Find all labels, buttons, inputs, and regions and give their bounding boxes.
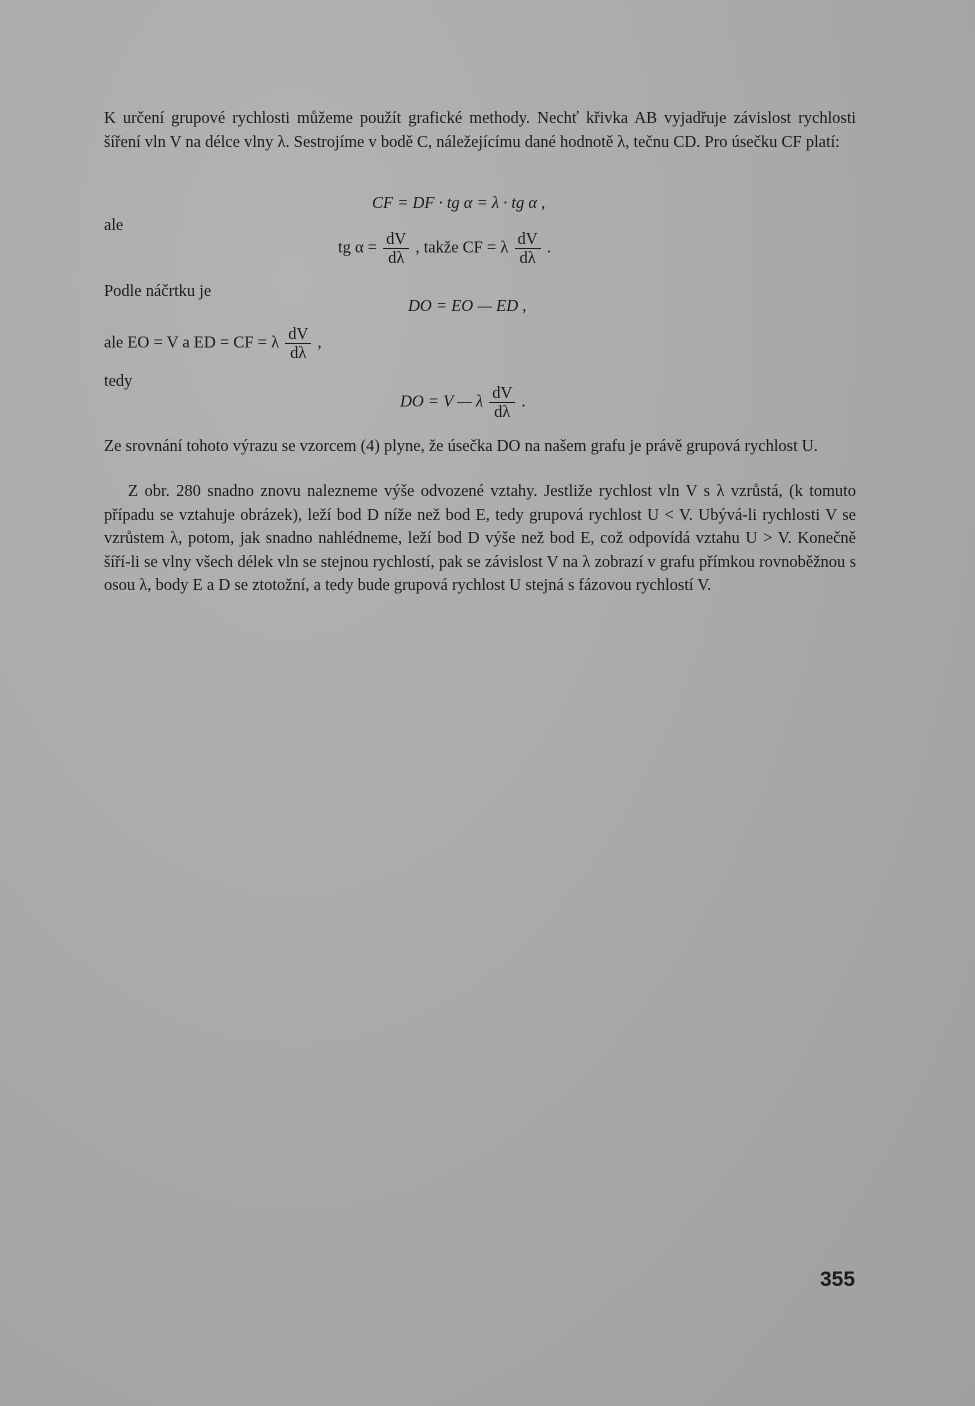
fraction-dv-dlambda: [383, 230, 409, 267]
fraction-numerator: dV: [285, 325, 311, 344]
equation-tg-middle: , takže CF = λ: [415, 237, 509, 257]
equation-tg-end: .: [546, 237, 551, 257]
fraction-denominator: dλ: [290, 343, 307, 362]
label-tedy: tedy: [104, 371, 133, 390]
equation-do-final-lhs: DO = V — λ: [400, 391, 484, 411]
fraction-dv-dlambda-4: [489, 384, 515, 421]
label-ale: ale: [104, 215, 124, 234]
equation-cf-text: CF = DF · tg α = λ · tg α ,: [372, 193, 546, 212]
line-ale-eo-end: ,: [317, 332, 322, 352]
line-ale-eo: [104, 325, 322, 362]
label-podle-nacrtku: Podle náčrtku je: [104, 281, 212, 300]
fraction-numerator: dV: [383, 230, 409, 249]
equation-tg-lhs: tg α =: [338, 237, 378, 257]
equation-tg: [338, 230, 551, 267]
equation-do-final-end: .: [521, 391, 526, 411]
equation-do-final: [400, 384, 526, 421]
intro-paragraph: K určení grupové rychlosti můžeme použít grafické methody. Nechť křivka AB vyjadřuje závislost rychlosti šíření vln V na délce vlny λ. Sestrojíme v bodě C, náležejícímu dané hodnotě λ, tečnu CD. Pro úsečku CF platí:: [104, 108, 856, 151]
fraction-numerator: dV: [489, 384, 515, 403]
equation-cf: [372, 193, 545, 213]
fraction-denominator: dλ: [494, 402, 511, 421]
paragraph-figure: Z obr. 280 snadno znovu nalezneme výše odvozené vztahy. Jestliže rychlost vln V s λ vzrůstá, (k tomuto případu se vztahuje obrázek), leží bod D níže než bod E, tedy grupová rychlost U < V. Ubývá-li rychlosti V se vzrůstem λ, potom, jak snadno nahlédneme, leží bod D výše než bod E, což odpovídá vztahu U > V. Konečně šíří-li se vlny všech délek vln se stejnou rychlostí, pak se závislost V na λ zobrazí v grafu přímkou rovnoběžnou s osou λ, body E a D se ztotožní, a tedy bude grupová rychlost U stejná s fázovou rychlostí V.: [104, 481, 856, 594]
fraction-dv-dlambda-2: [515, 230, 541, 267]
equation-do-eo-ed-text: DO = EO — ED ,: [408, 296, 527, 315]
page-number: 355: [820, 1268, 856, 1291]
equation-do-eo-ed: [408, 296, 526, 316]
fraction-denominator: dλ: [388, 248, 405, 267]
paragraph-compare: Ze srovnání tohoto výrazu se vzorcem (4) plyne, že úsečka DO na našem grafu je právě grupová rychlost U.: [104, 436, 818, 455]
fraction-denominator: dλ: [519, 248, 536, 267]
line-ale-eo-prefix: ale EO = V a ED = CF = λ: [104, 332, 280, 352]
fraction-numerator: dV: [515, 230, 541, 249]
fraction-dv-dlambda-3: [285, 325, 311, 362]
